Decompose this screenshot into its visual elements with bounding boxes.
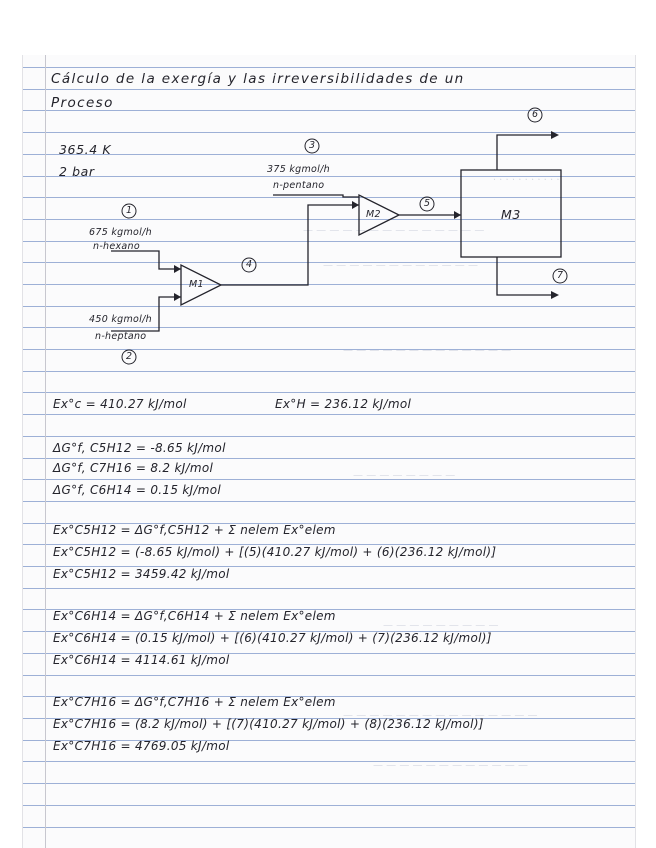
- pentane-exergy-formula: Ex°C5H12 = ΔG°f,C5H12 + Σ nelem Ex°elem: [53, 523, 336, 537]
- unit-m3-label: M3: [501, 207, 521, 222]
- stream-7-line: [497, 257, 553, 295]
- stream-4-arrowhead: [352, 201, 359, 209]
- stream-1-flow: 675 kgmol/h: [89, 227, 152, 238]
- stream-2-arrowhead: [174, 293, 181, 301]
- temperature-value: 365.4 K: [59, 142, 112, 157]
- stream-1-arrowhead: [174, 265, 181, 273]
- gibbs-heptane: ΔG°f, C7H16 = 8.2 kJ/mol: [53, 461, 214, 475]
- stream-7-arrowhead: [551, 291, 559, 299]
- gibbs-pentane: ΔG°f, C5H12 = -8.65 kJ/mol: [53, 441, 226, 455]
- pentane-exergy-result: Ex°C5H12 = 3459.42 kJ/mol: [53, 567, 230, 581]
- heptane-exergy-substitution: Ex°C7H16 = (8.2 kJ/mol) + [(7)(410.27 kJ/mol) + (8)(236.12 kJ/mol)]: [53, 717, 484, 731]
- hexane-exergy-result: Ex°C6H14 = 4114.61 kJ/mol: [53, 653, 230, 667]
- stream-3-line: [273, 195, 359, 197]
- stream-3-flow: 375 kgmol/h: [267, 164, 330, 175]
- gibbs-hexane: ΔG°f, C6H14 = 0.15 kJ/mol: [53, 483, 222, 497]
- pentane-exergy-substitution: Ex°C5H12 = (-8.65 kJ/mol) + [(5)(410.27 kJ/mol) + (6)(236.12 kJ/mol)]: [53, 545, 497, 559]
- stream-2-flow: 450 kgmol/h: [89, 314, 152, 325]
- stream-1-compound: n-hexano: [93, 241, 140, 252]
- mixer-m1-label: M1: [189, 279, 204, 290]
- pressure-value: 2 bar: [59, 164, 95, 179]
- stream-2-compound: n-heptano: [95, 331, 147, 342]
- hexane-exergy-substitution: Ex°C6H14 = (0.15 kJ/mol) + [(6)(410.27 kJ/mol) + (7)(236.12 kJ/mol)]: [53, 631, 492, 645]
- mixer-m2-label: M2: [366, 209, 381, 220]
- stream-3-compound: n-pentano: [273, 180, 325, 191]
- stream-1-number: 1: [126, 205, 133, 216]
- stream-1-line: [111, 251, 181, 269]
- stream-4-line: [221, 205, 359, 285]
- hydrogen-exergy: Ex°H = 236.12 kJ/mol: [275, 397, 412, 411]
- stream-5-number: 5: [424, 198, 431, 209]
- heptane-exergy-formula: Ex°C7H16 = ΔG°f,C7H16 + Σ nelem Ex°elem: [53, 695, 336, 709]
- page-title-continuation: Proceso: [51, 95, 114, 111]
- stream-3-number: 3: [309, 140, 316, 151]
- carbon-exergy: Ex°c = 410.27 kJ/mol: [53, 397, 187, 411]
- page-title: Cálculo de la exergía y las irreversibilidades de un: [51, 71, 465, 87]
- stream-2-number: 2: [126, 351, 133, 362]
- stream-6-line: [497, 135, 553, 170]
- hexane-exergy-formula: Ex°C6H14 = ΔG°f,C6H14 + Σ nelem Ex°elem: [53, 609, 336, 623]
- stream-4-number: 4: [246, 259, 253, 270]
- notebook-page: · · · · · · · · · · · — — — — — — — — — — — — — — — — — — — — — — — — — — — — — — — — — — — — — — — — — — — — — — — — — — — — — — — — — — — — — — — — — — — — — — — — — — — — — — — — — — — Cálculo de la exergía y las irreversibilidades de un Proceso 365.4 K 2 bar 1 2 3 4 5 6 7 675 kgmol/h n-hexano 450 kgmol/h n-heptano 375 kgmol/h n-pentano M1 M2 M3 Ex°c = 410.27 kJ/mol Ex°H = 236.12 kJ/mol ΔG°f, C5H12 = -8.65 kJ/mol ΔG°f, C7H16 = 8.2 kJ/mol ΔG°f, C6H14 = 0.15 kJ/mol Ex°C5H12 = ΔG°f,C5H12 + Σ nelem Ex°elem Ex°C5H12 = (-8.65 kJ/mol) + [(5)(410.27 kJ/mol) + (6)(236.12 kJ/mol)] Ex°C5H12 = 3459.42 kJ/mol Ex°C6H14 = ΔG°f,C6H14 + Σ nelem Ex°elem Ex°C6H14 = (0.15 kJ/mol) + [(6)(410.27 kJ/mol) + (7)(236.12 kJ/mol)] Ex°C6H14 = 4114.61 kJ/mol Ex°C7H16 = ΔG°f,C7H16 + Σ nelem Ex°elem Ex°C7H16 = (8.2 kJ/mol) + [(7)(410.27 kJ/mol) + (8)(236.12 kJ/mol)] Ex°C7H16 = 4769.05 kJ/mol: [22, 55, 636, 848]
- heptane-exergy-result: Ex°C7H16 = 4769.05 kJ/mol: [53, 739, 230, 753]
- stream-6-arrowhead: [551, 131, 559, 139]
- stream-7-number: 7: [557, 270, 564, 281]
- stream-5-arrowhead: [454, 211, 461, 219]
- stream-6-number: 6: [532, 109, 539, 120]
